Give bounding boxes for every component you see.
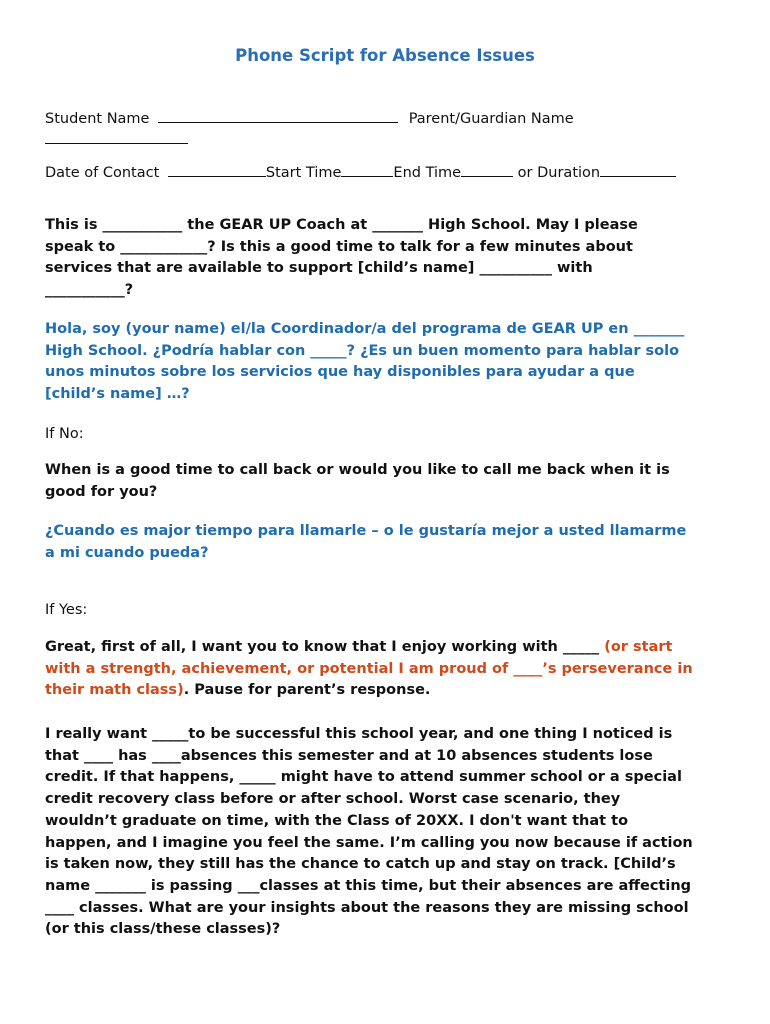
great-emphasis-line: with a strength, achievement, or potential I am proud of ____’s perseverance in bbox=[45, 660, 693, 677]
parent-name-blank[interactable] bbox=[45, 130, 188, 144]
duration-blank[interactable] bbox=[600, 163, 676, 177]
intro-line: This is ___________ the GEAR UP Coach at _______ High School. May I please bbox=[45, 217, 638, 233]
intro-spanish-paragraph bbox=[45, 319, 735, 406]
document-title: Phone Script for Absence Issues bbox=[235, 46, 535, 65]
great-text: . Pause for parent’s response. bbox=[183, 682, 431, 699]
student-name-label: Student Name bbox=[45, 111, 150, 127]
parent-name-label: Parent/Guardian Name bbox=[408, 111, 574, 127]
if-no-spanish-line: a mi cuando pueda? bbox=[45, 544, 209, 561]
if-no-spanish-paragraph bbox=[45, 521, 735, 564]
student-name-blank[interactable] bbox=[158, 109, 398, 123]
absence-line: credit recovery class before or after school. Worst case scenario, they bbox=[45, 791, 621, 808]
great-emphasis: their math class) bbox=[45, 682, 184, 699]
great-line-3 bbox=[45, 680, 735, 702]
absence-paragraph bbox=[45, 724, 735, 941]
great-text: Great, first of all, I want you to know that I enjoy working with _____ bbox=[45, 639, 605, 655]
date-blank[interactable] bbox=[168, 163, 266, 177]
absence-line: that ____ has ____absences this semester and at 10 absences students lose bbox=[45, 747, 653, 764]
absence-line: name _______ is passing ___classes at this time, but their absences are affecting bbox=[45, 877, 692, 894]
great-emphasis: (or start bbox=[604, 639, 673, 655]
intro-line: ___________? bbox=[45, 282, 134, 299]
intro-spanish-line: [child’s name] …? bbox=[45, 386, 190, 403]
if-no-line: good for you? bbox=[45, 483, 158, 500]
absence-line: (or this class/these classes)? bbox=[45, 921, 281, 938]
absence-line: credit. If that happens, _____ might have to attend summer school or a special bbox=[45, 769, 682, 786]
absence-line: is taken now, they still has the chance to catch up and stay on track. [Child’s bbox=[45, 856, 676, 873]
intro-spanish-line: High School. ¿Podría hablar con _____? ¿Es un buen momento para hablar solo bbox=[45, 342, 680, 359]
if-no-spanish-line: ¿Cuando es major tiempo para llamarle – o le gustaría mejor a usted llamarme bbox=[45, 523, 687, 539]
intro-line: speak to ____________? Is this a good time to talk for a few minutes about bbox=[45, 238, 633, 255]
start-time-label: Start Time bbox=[265, 165, 342, 181]
great-line-1 bbox=[45, 637, 735, 659]
intro-spanish-line: unos minutos sobre los servicios que hay disponibles para ayudar a que bbox=[45, 364, 635, 381]
intro-spanish-line: Hola, soy (your name) el/la Coordinador/a del programa de GEAR UP en _______ bbox=[45, 321, 685, 337]
student-name-row bbox=[45, 109, 574, 127]
if-no-paragraph bbox=[45, 460, 735, 503]
contact-time-row bbox=[45, 163, 676, 181]
parent-name-row bbox=[45, 130, 188, 148]
end-time-label: End Time bbox=[393, 165, 462, 181]
if-no-label: If No: bbox=[45, 426, 84, 442]
absence-line: happen, and I imagine you feel the same. I’m calling you now because if action bbox=[45, 834, 693, 851]
intro-paragraph bbox=[45, 215, 735, 302]
if-no-line: When is a good time to call back or would you like to call me back when it is bbox=[45, 462, 670, 478]
absence-line: I really want _____to be successful this school year, and one thing I noticed is bbox=[45, 726, 673, 742]
absence-line: wouldn’t graduate on time, with the Class of 20XX. I don't want that to bbox=[45, 812, 629, 829]
start-time-blank[interactable] bbox=[341, 163, 393, 177]
date-label: Date of Contact bbox=[45, 165, 160, 181]
if-yes-label: If Yes: bbox=[45, 602, 88, 618]
great-paragraph bbox=[45, 637, 735, 702]
absence-line: ____ classes. What are your insights about the reasons they are missing school bbox=[45, 899, 689, 916]
intro-line: services that are available to support [child’s name] __________ with bbox=[45, 260, 593, 277]
duration-label: or Duration bbox=[517, 165, 601, 181]
end-time-blank[interactable] bbox=[461, 163, 513, 177]
